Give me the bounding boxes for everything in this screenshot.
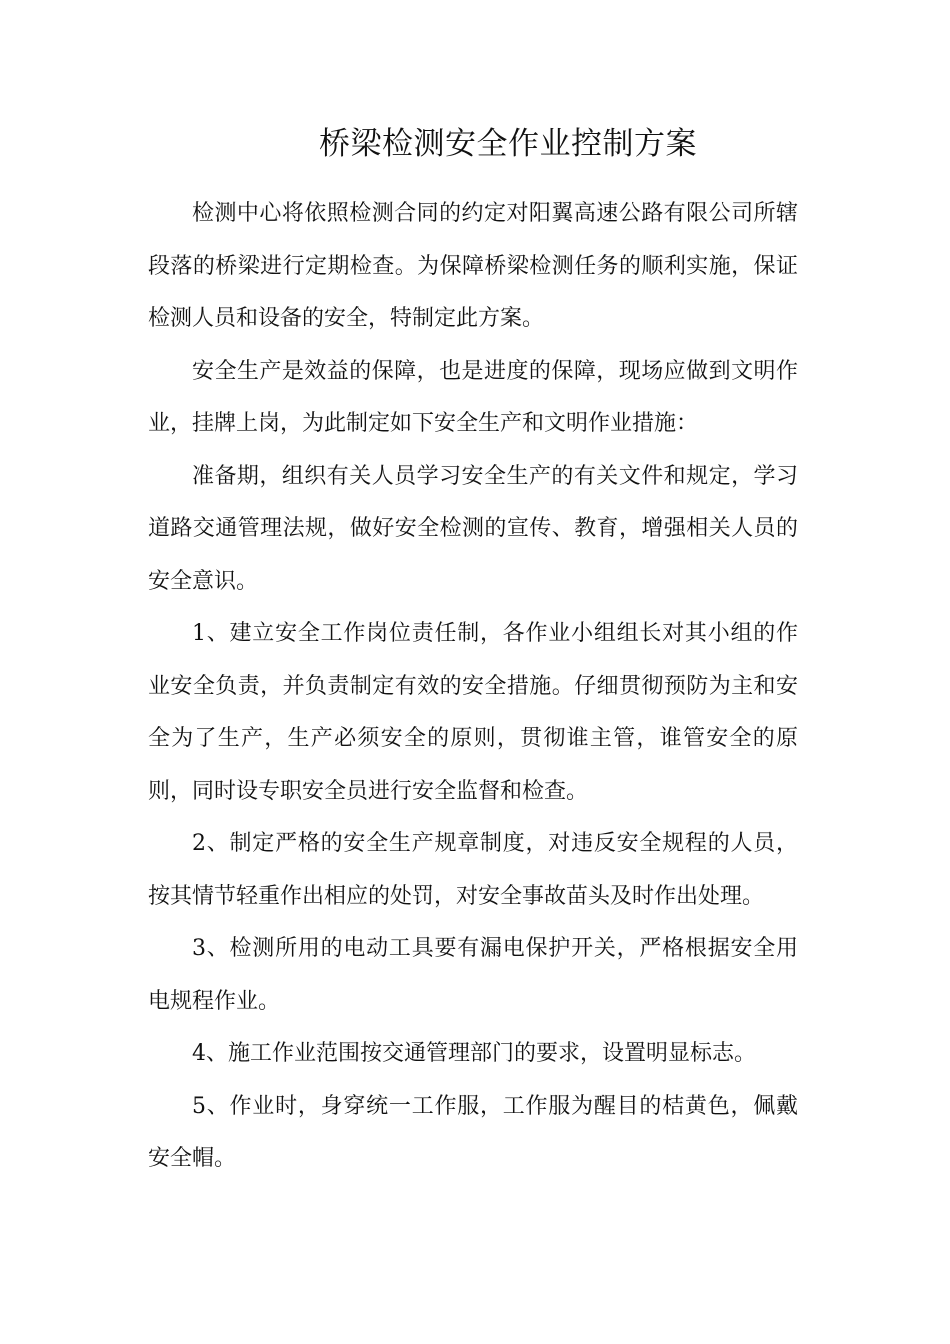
paragraph-intro: 检测中心将依照检测合同的约定对阳翼高速公路有限公司所辖段落的桥梁进行定期检查。为保障桥梁检测任务的顺利实施，保证检测人员和设备的安全，特制定此方案。: [148, 201, 798, 331]
paragraph-preparation: 准备期，组织有关人员学习安全生产的有关文件和规定，学习道路交通管理法规，做好安全检测的宣传、教育，增强相关人员的安全意识。: [148, 463, 798, 594]
document-body: [148, 188, 798, 1186]
paragraph-item-1: 1、建立安全工作岗位责任制，各作业小组组长对其小组的作业安全负责，并负责制定有效的安全措施。仔细贯彻预防为主和安全为了生产，生产必须安全的原则，贯彻谁主管，谁管安全的原则，同时设专职安全员进行安全监督和检查。: [148, 621, 798, 804]
paragraph-item-5: 5、作业时，身穿统一工作服，工作服为醒目的桔黄色，佩戴安全帽。: [148, 1093, 798, 1171]
document-title: 桥梁检测安全作业控制方案: [319, 126, 697, 162]
paragraph-item-2: 2、制定严格的安全生产规章制度，对违反安全规程的人员，按其情节轻重作出相应的处罚，对安全事故苗头及时作出处理。: [148, 831, 798, 909]
paragraph-item-4: 4、施工作业范围按交通管理部门的要求，设置明显标志。: [192, 1041, 756, 1066]
paragraph-safety-principle: 安全生产是效益的保障，也是进度的保障，现场应做到文明作业，挂牌上岗，为此制定如下安全生产和文明作业措施：: [148, 358, 798, 436]
paragraph-item-3: 3、检测所用的电动工具要有漏电保护开关，严格根据安全用电规程作业。: [148, 936, 798, 1014]
